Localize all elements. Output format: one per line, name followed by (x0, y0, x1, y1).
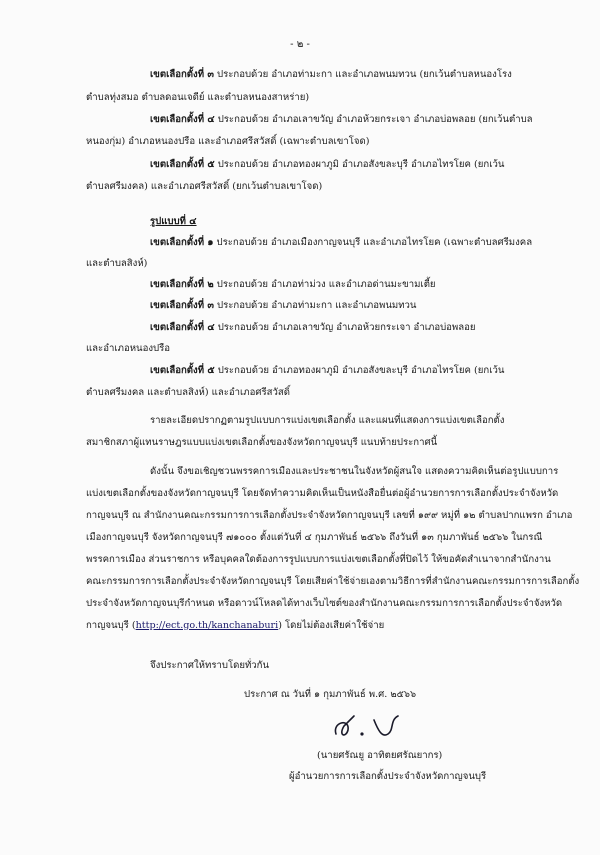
invite-line: พรรคการเมือง ส่วนราชการ หรือบุคคลใดต้องการรูปแบบการแบ่งเขตเลือกตั้งที่ปิดไว้ ให้ขอคัดสำเนาจากสำนักงาน (86, 554, 551, 565)
invite-line: ดังนั้น จึงขอเชิญชวนพรรคการเมืองและประชาชนในจังหวัดผู้สนใจ แสดงความคิดเห็นต่อรูปแบบการ (150, 466, 559, 477)
district-line: เขตเลือกตั้งที่ ๓ ประกอบด้วย อำเภอท่ามะกา และอำเภอพนมทวน (ยกเว้นตำบลหนองโรง (150, 69, 512, 80)
district-line: และตำบลสิงห์) (86, 258, 148, 269)
invite-line: กาญจนบุรี ณ สำนักงานคณะกรรมการการเลือกตั้งประจำจังหวัดกาญจนบุรี เลขที่ ๑๙๙ หมู่ที่ ๑๒ ตำบลปากแพรก อำเภอ (86, 510, 573, 521)
district-line: เขตเลือกตั้งที่ ๔ ประกอบด้วย อำเภอเลาขวัญ อำเภอห้วยกระเจา อำเภอบ่อพลอย (ยกเว้นตำบล (150, 114, 533, 125)
invite-line: กาญจนบุรี (http://ect.go.th/kanchanaburi) โดยไม่ต้องเสียค่าใช้จ่าย (86, 620, 385, 631)
invite-line: แบ่งเขตเลือกตั้งของจังหวัดกาญจนบุรี โดยจัดทำความคิดเห็นเป็นหนังสือยื่นต่อผู้อำนวยการการเลือกตั้งประจำจังหวัด (86, 488, 559, 499)
details-line: สมาชิกสภาผู้แทนราษฎรแบบแบ่งเขตเลือกตั้งของจังหวัดกาญจนบุรี แนบท้ายประกาศนี้ (86, 437, 438, 448)
district-line: เขตเลือกตั้งที่ ๔ ประกอบด้วย อำเภอเลาขวัญ อำเภอห้วยกระเจา อำเภอบ่อพลอย (150, 322, 476, 333)
district-line: เขตเลือกตั้งที่ ๑ ประกอบด้วย อำเภอเมืองกาญจนบุรี และอำเภอไทรโยค (เฉพาะตำบลศรีมงคล (150, 237, 533, 248)
district-line: เขตเลือกตั้งที่ ๓ ประกอบด้วย อำเภอท่ามะกา และอำเภอพนมทวน (150, 300, 417, 311)
model-4-heading: รูปแบบที่ ๔ (150, 216, 197, 227)
page-number: - ๒ - (290, 39, 310, 50)
district-line: ตำบลศรีมงคล) และอำเภอศรีสวัสดิ์ (ยกเว้นตำบลเขาโจด) (86, 181, 323, 192)
invite-line: คณะกรรมการการเลือกตั้งประจำจังหวัดกาญจนบุรี โดยเสียค่าใช้จ่ายเองตามวิธีการที่สำนักงานคณะกรรมการการเลือกตั้ง (86, 576, 580, 587)
signer-name: (นายศรัณยู อาทิตยศรัณยากร) (317, 750, 443, 761)
district-line: เขตเลือกตั้งที่ ๕ ประกอบด้วย อำเภอทองผาภูมิ อำเภอสังขละบุรี อำเภอไทรโยค (ยกเว้น (150, 159, 505, 170)
signature-image (330, 712, 402, 744)
district-line: ตำบลศรีมงคล และตำบลสิงห์) และอำเภอศรีสวัสดิ์ (86, 387, 290, 398)
closing-text: จึงประกาศให้ทราบโดยทั่วกัน (150, 660, 270, 671)
district-line: เขตเลือกตั้งที่ ๒ ประกอบด้วย อำเภอท่าม่วง และอำเภอด่านมะขามเตี้ย (150, 279, 436, 290)
announcement-date: ประกาศ ณ วันที่ ๑ กุมภาพันธ์ พ.ศ. ๒๕๖๖ (244, 689, 417, 700)
invite-line: ประจำจังหวัดกาญจนบุรีกำหนด หรือดาวน์โหลดได้ทางเว็บไซต์ของสำนักงานคณะกรรมการการเลือกตั้งประจำจังหวัด (86, 598, 563, 609)
district-line: ตำบลทุ่งสมอ ตำบลดอนเจดีย์ และตำบลหนองสาหร่าย) (86, 92, 310, 103)
district-line: เขตเลือกตั้งที่ ๕ ประกอบด้วย อำเภอทองผาภูมิ อำเภอสังขละบุรี อำเภอไทรโยค (ยกเว้น (150, 365, 505, 376)
invite-line: เมืองกาญจนบุรี จังหวัดกาญจนบุรี ๗๑๐๐๐ ตั้งแต่วันที่ ๔ กุมภาพันธ์ ๒๕๖๖ ถึงวันที่ ๑๓ กุมภาพันธ์ ๒๕๖๖ ในกรณี (86, 532, 543, 543)
district-line: หนองกุ่ม) อำเภอหนองปรือ และอำเภอศรีสวัสดิ์ (เฉพาะตำบลเขาโจด) (86, 136, 370, 147)
details-line: รายละเอียดปรากฏตามรูปแบบการแบ่งเขตเลือกตั้ง และแผนที่แสดงการแบ่งเขตเลือกตั้ง (150, 415, 505, 426)
district-line: และอำเภอหนองปรือ (86, 343, 171, 354)
signer-title: ผู้อำนวยการการเลือกตั้งประจำจังหวัดกาญจนบุรี (289, 771, 487, 782)
website-link[interactable]: http://ect.go.th/kanchanaburi (135, 620, 279, 631)
